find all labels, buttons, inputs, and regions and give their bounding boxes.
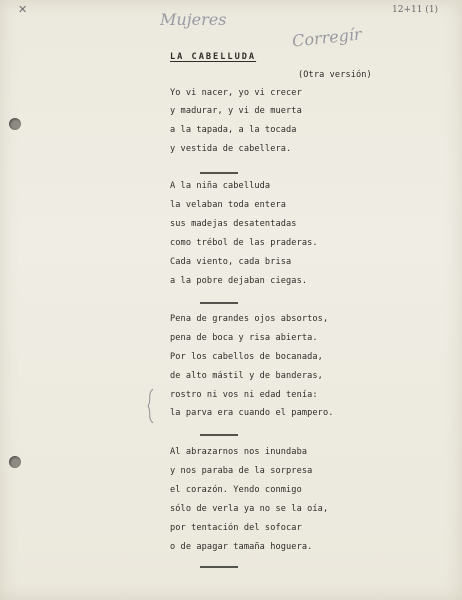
poem-line: Yo vi nacer, yo vi crecer: [170, 88, 302, 98]
pencil-x-mark: ✕: [18, 3, 28, 16]
pencil-annotation-corregir: Corregír: [291, 24, 363, 51]
stanza-separator: [200, 172, 238, 174]
poem-line: Cada viento, cada brisa: [170, 257, 292, 267]
poem-line: Pena de grandes ojos absortos,: [170, 314, 329, 324]
poem-line: de alto mástil y de banderas,: [170, 371, 323, 381]
punch-hole-top: [9, 118, 21, 130]
poem-line: Al abrazarnos nos inundaba: [170, 447, 308, 457]
poem-subtitle: (Otra versión): [298, 70, 372, 80]
page-reference-number: 12+11 (1): [392, 5, 439, 15]
poem-line: sólo de verla ya no se la oía,: [170, 504, 329, 514]
poem-line: por tentación del sofocar: [170, 523, 302, 533]
poem-line: la parva era cuando el pampero.: [170, 408, 334, 418]
pencil-bracket-mark: [144, 388, 156, 424]
poem-line: Por los cabellos de bocanada,: [170, 352, 323, 362]
poem-line: pena de boca y risa abierta.: [170, 333, 318, 343]
stanza-separator: [200, 434, 238, 436]
poem-line: y nos paraba de la sorpresa: [170, 466, 313, 476]
poem-line: A la niña cabelluda: [170, 181, 271, 191]
poem-line: o de apagar tamaña hoguera.: [170, 542, 313, 552]
stanza-separator: [200, 566, 238, 568]
poem-title: LA CABELLUDA: [170, 52, 257, 62]
poem-line: a la tapada, a la tocada: [170, 125, 297, 135]
poem-line: a la pobre dejaban ciegas.: [170, 276, 308, 286]
stanza-separator: [200, 302, 238, 304]
poem-line: y vestida de cabellera.: [170, 144, 292, 154]
poem-line: la velaban toda entera: [170, 200, 287, 210]
poem-line: el corazón. Yendo conmigo: [170, 485, 302, 495]
pencil-annotation-mujeres: Mujeres: [160, 10, 227, 29]
poem-line: y madurar, y vi de muerta: [170, 106, 302, 116]
punch-hole-bottom: [9, 456, 21, 468]
poem-line: rostro ni vos ni edad tenía:: [170, 390, 318, 400]
poem-line: como trébol de las praderas.: [170, 238, 318, 248]
poem-line: sus madejas desatentadas: [170, 219, 297, 229]
